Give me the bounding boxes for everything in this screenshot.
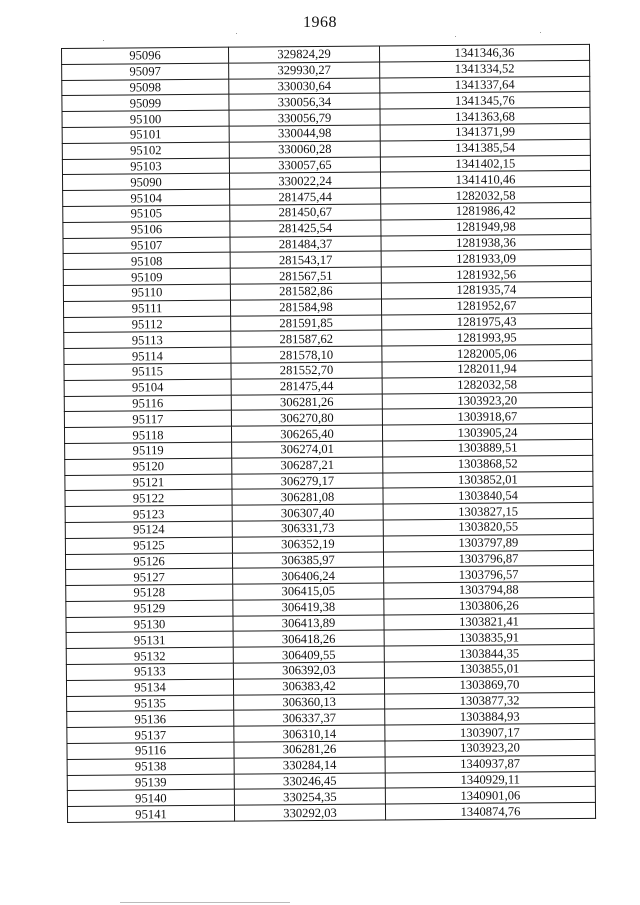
x-coordinate-cell: 329930,27	[229, 62, 380, 79]
y-coordinate-cell: 1303796,57	[384, 566, 594, 583]
point-number-cell: 95126	[65, 553, 232, 570]
point-number-cell: 95137	[67, 726, 234, 743]
x-coordinate-cell: 306281,26	[234, 741, 385, 758]
point-number-cell: 95102	[62, 142, 229, 159]
x-coordinate-cell: 330057,65	[229, 157, 380, 174]
point-number-cell: 95108	[63, 253, 230, 270]
point-number-cell: 95128	[66, 584, 233, 601]
point-number-cell: 95100	[62, 110, 229, 127]
x-coordinate-cell: 306360,13	[234, 694, 385, 711]
point-number-cell: 95122	[65, 489, 232, 506]
page-bottom-edge	[120, 902, 290, 903]
x-coordinate-cell: 306419,38	[233, 599, 384, 616]
y-coordinate-cell: 1281932,56	[381, 265, 591, 282]
x-coordinate-cell: 330254,35	[234, 788, 385, 805]
x-coordinate-cell: 306281,26	[231, 394, 382, 411]
page-number: 1968	[303, 14, 337, 31]
x-coordinate-cell: 281584,98	[230, 299, 381, 316]
scan-artifact	[236, 33, 237, 34]
y-coordinate-cell: 1303868,52	[383, 455, 593, 472]
x-coordinate-cell: 306418,26	[233, 630, 384, 647]
x-coordinate-cell: 281552,70	[231, 362, 382, 379]
y-coordinate-cell: 1341402,15	[380, 155, 590, 172]
x-coordinate-cell: 306385,97	[232, 551, 383, 568]
x-coordinate-cell: 281567,51	[230, 267, 381, 284]
coordinates-table	[61, 44, 596, 823]
x-coordinate-cell: 330284,14	[234, 757, 385, 774]
point-number-cell: 95119	[65, 442, 232, 459]
y-coordinate-cell: 1303889,51	[383, 439, 593, 456]
point-number-cell: 95116	[67, 742, 234, 759]
point-number-cell: 95125	[65, 537, 232, 554]
y-coordinate-cell: 1303827,15	[383, 502, 593, 519]
y-coordinate-cell: 1282032,58	[381, 187, 591, 204]
x-coordinate-cell: 306265,40	[231, 425, 382, 442]
x-coordinate-cell: 281475,44	[230, 188, 381, 205]
point-number-cell: 95135	[67, 695, 234, 712]
x-coordinate-cell: 306331,73	[232, 520, 383, 537]
y-coordinate-cell: 1340929,11	[385, 771, 595, 788]
y-coordinate-cell: 1281935,74	[381, 281, 591, 298]
point-number-cell: 95098	[62, 79, 229, 96]
point-number-cell: 95140	[67, 790, 234, 807]
x-coordinate-cell: 281450,67	[230, 204, 381, 221]
x-coordinate-cell: 306287,21	[232, 457, 383, 474]
y-coordinate-cell: 1282005,06	[382, 344, 592, 361]
point-number-cell: 95132	[66, 647, 233, 664]
x-coordinate-cell: 281475,44	[231, 378, 382, 395]
point-number-cell: 95114	[64, 347, 231, 364]
scan-artifact	[103, 40, 104, 41]
x-coordinate-cell: 281591,85	[231, 315, 382, 332]
x-coordinate-cell: 281582,86	[230, 283, 381, 300]
y-coordinate-cell: 1303852,01	[383, 471, 593, 488]
x-coordinate-cell: 306409,55	[233, 646, 384, 663]
point-number-cell: 95138	[67, 758, 234, 775]
y-coordinate-cell: 1341345,76	[380, 92, 590, 109]
x-coordinate-cell: 306383,42	[233, 678, 384, 695]
x-coordinate-cell: 281425,54	[230, 220, 381, 237]
x-coordinate-cell: 306413,89	[233, 615, 384, 632]
point-number-cell: 95130	[66, 616, 233, 633]
point-number-cell: 95131	[66, 632, 233, 649]
point-number-cell: 95116	[64, 395, 231, 412]
point-number-cell: 95106	[63, 221, 230, 238]
x-coordinate-cell: 281578,10	[231, 346, 382, 363]
x-coordinate-cell: 306270,80	[231, 409, 382, 426]
y-coordinate-cell: 1341371,99	[380, 123, 590, 140]
x-coordinate-cell: 281543,17	[230, 251, 381, 268]
y-coordinate-cell: 1303840,54	[383, 487, 593, 504]
y-coordinate-cell: 1341410,46	[380, 171, 590, 188]
y-coordinate-cell: 1303797,89	[383, 534, 593, 551]
y-coordinate-cell: 1282032,58	[382, 376, 592, 393]
scan-artifact	[455, 36, 456, 37]
point-number-cell: 95127	[66, 568, 233, 585]
x-coordinate-cell: 330030,64	[229, 78, 380, 95]
x-coordinate-cell: 330022,24	[229, 172, 380, 189]
point-number-cell: 95113	[64, 332, 231, 349]
point-number-cell: 95133	[66, 663, 233, 680]
y-coordinate-cell: 1303918,67	[382, 408, 592, 425]
point-number-cell: 95121	[65, 474, 232, 491]
y-coordinate-cell: 1281952,67	[381, 297, 591, 314]
y-coordinate-cell: 1282011,94	[382, 360, 592, 377]
point-number-cell: 95129	[66, 600, 233, 617]
y-coordinate-cell: 1303877,32	[385, 692, 595, 709]
y-coordinate-cell: 1281986,42	[381, 202, 591, 219]
point-number-cell: 95101	[62, 126, 229, 143]
y-coordinate-cell: 1303796,87	[383, 550, 593, 567]
y-coordinate-cell: 1303905,24	[382, 423, 592, 440]
x-coordinate-cell: 330056,34	[229, 93, 380, 110]
point-number-cell: 95124	[65, 521, 232, 538]
y-coordinate-cell: 1341363,68	[380, 108, 590, 125]
x-coordinate-cell: 281484,37	[230, 236, 381, 253]
x-coordinate-cell: 306337,37	[234, 709, 385, 726]
point-number-cell: 95141	[67, 805, 234, 822]
x-coordinate-cell: 330044,98	[229, 125, 380, 142]
x-coordinate-cell: 306274,01	[232, 441, 383, 458]
y-coordinate-cell: 1341385,54	[380, 139, 590, 156]
x-coordinate-cell: 306307,40	[232, 504, 383, 521]
scan-artifact	[540, 32, 541, 33]
x-coordinate-cell: 330056,79	[229, 109, 380, 126]
y-coordinate-cell: 1303907,17	[385, 724, 595, 741]
point-number-cell: 95107	[63, 237, 230, 254]
point-number-cell: 95104	[63, 189, 230, 206]
point-number-cell: 95139	[67, 774, 234, 791]
point-number-cell: 95118	[64, 426, 231, 443]
y-coordinate-cell: 1341334,52	[380, 60, 590, 77]
y-coordinate-cell: 1281933,09	[381, 250, 591, 267]
point-number-cell: 95111	[63, 300, 230, 317]
point-number-cell: 95134	[66, 679, 233, 696]
x-coordinate-cell: 306279,17	[232, 473, 383, 490]
y-coordinate-cell: 1303844,35	[384, 645, 594, 662]
y-coordinate-cell: 1303869,70	[384, 676, 594, 693]
point-number-cell: 95115	[64, 363, 231, 380]
point-number-cell: 95104	[64, 379, 231, 396]
point-number-cell: 95110	[63, 284, 230, 301]
y-coordinate-cell: 1303855,01	[384, 660, 594, 677]
y-coordinate-cell: 1281938,36	[381, 234, 591, 251]
y-coordinate-cell: 1303923,20	[382, 392, 592, 409]
y-coordinate-cell: 1281975,43	[382, 313, 592, 330]
y-coordinate-cell: 1303820,55	[383, 518, 593, 535]
y-coordinate-cell: 1303923,20	[385, 739, 595, 756]
point-number-cell: 95112	[64, 316, 231, 333]
y-coordinate-cell: 1281993,95	[382, 329, 592, 346]
x-coordinate-cell: 306352,19	[232, 536, 383, 553]
point-number-cell: 95123	[65, 505, 232, 522]
point-number-cell: 95097	[62, 63, 229, 80]
y-coordinate-cell: 1303884,93	[385, 708, 595, 725]
x-coordinate-cell: 306406,24	[233, 567, 384, 584]
point-number-cell: 95105	[63, 205, 230, 222]
x-coordinate-cell: 281587,62	[231, 330, 382, 347]
point-number-cell: 95120	[65, 458, 232, 475]
x-coordinate-cell: 330246,45	[234, 773, 385, 790]
coordinates-table-body	[62, 44, 596, 822]
x-coordinate-cell: 330060,28	[229, 141, 380, 158]
point-number-cell: 95109	[63, 268, 230, 285]
y-coordinate-cell: 1303806,26	[384, 597, 594, 614]
point-number-cell: 95090	[62, 174, 229, 191]
x-coordinate-cell: 329824,29	[228, 46, 379, 63]
y-coordinate-cell: 1340874,76	[385, 803, 595, 820]
x-coordinate-cell: 306415,05	[233, 583, 384, 600]
y-coordinate-cell: 1340937,87	[385, 755, 595, 772]
y-coordinate-cell: 1303835,91	[384, 629, 594, 646]
x-coordinate-cell: 306310,14	[234, 725, 385, 742]
point-number-cell: 95099	[62, 95, 229, 112]
y-coordinate-cell: 1303821,41	[384, 613, 594, 630]
point-number-cell: 95103	[62, 158, 229, 175]
point-number-cell: 95096	[62, 47, 229, 64]
y-coordinate-cell: 1341346,36	[379, 44, 589, 61]
x-coordinate-cell: 306392,03	[233, 662, 384, 679]
x-coordinate-cell: 306281,08	[232, 488, 383, 505]
point-number-cell: 95136	[67, 711, 234, 728]
point-number-cell: 95117	[64, 411, 231, 428]
y-coordinate-cell: 1340901,06	[385, 787, 595, 804]
y-coordinate-cell: 1303794,88	[384, 581, 594, 598]
table-row	[67, 803, 595, 823]
x-coordinate-cell: 330292,03	[234, 804, 385, 821]
y-coordinate-cell: 1341337,64	[380, 76, 590, 93]
y-coordinate-cell: 1281949,98	[381, 218, 591, 235]
